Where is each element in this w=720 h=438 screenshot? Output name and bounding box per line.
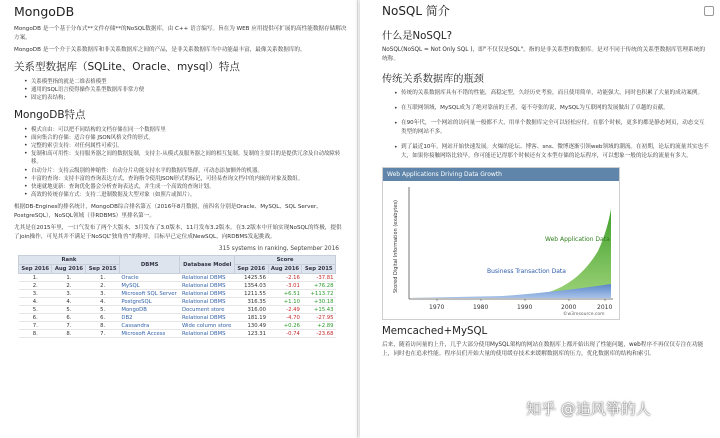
table-cell-model[interactable]: Document store xyxy=(180,306,235,314)
table-cell-model[interactable]: Wide column store xyxy=(180,322,235,330)
list-item: • 传统的关系数据库具有不错的性能，高稳定型，久经历史考验，而且使用简单，功能强大，同时也积累了大量的成功案例。 xyxy=(394,89,710,98)
relational-heading: 关系型数据库（SQLite、Oracle、mysql）特点 xyxy=(14,61,240,73)
bottleneck-heading: 传统关系数据库的瓶颈 xyxy=(382,74,484,85)
mongodb-title: MongoDB xyxy=(14,4,75,19)
right-document-pane xyxy=(360,0,720,438)
memcached-paragraph: 后来，随着访问量的上升，几乎大部分使用MySQL架构的网站在数据库上都开始出现了性能问题，web程序不再仅仅专注在功能上，同时也在追求性能。程序员们开始大量的使用缓存技术来缓解数据库的压力，优化数据库的结构和索引。 xyxy=(382,342,704,357)
year-label: 1970 xyxy=(429,304,445,311)
table-cell-r2: 2. xyxy=(52,282,86,290)
figure-credit: ©w3resource.com xyxy=(563,312,605,317)
model-header: Database Model xyxy=(180,256,235,274)
table-cell-s2: +6.51 xyxy=(268,290,302,298)
score-header: Score xyxy=(235,256,336,265)
year-label: 1980 xyxy=(473,304,489,311)
table-cell-s3: -27.95 xyxy=(302,314,336,322)
figure-header: Web Applications Driving Data Growth xyxy=(383,168,619,181)
year-label: 1990 xyxy=(517,304,533,311)
what-is-nosql-paragraph: NoSQL(NoSQL = Not Only SQL )，即"不仅仅是SQL"，指的是非关系型的数据库。是对不同于传统的关系型数据库管理系统的统称。 xyxy=(382,47,706,62)
table-cell-dbms[interactable]: Microsoft SQL Server xyxy=(119,290,180,298)
table-cell-model[interactable]: Relational DBMS xyxy=(180,274,235,282)
table-cell-r2: 6. xyxy=(52,314,86,322)
nosql-title: NoSQL 简介 xyxy=(382,4,450,18)
table-cell-s2: +0.26 xyxy=(268,322,302,330)
table-cell-r1: 2. xyxy=(19,282,52,290)
table-cell-model[interactable]: Relational DBMS xyxy=(180,298,235,306)
sub-header: Sep 2016 xyxy=(19,265,52,274)
table-cell-s2: +1.10 xyxy=(268,298,302,306)
table-cell-r3: 7. xyxy=(86,330,119,338)
table-cell-r2: 5. xyxy=(52,306,86,314)
what-is-nosql-heading: 什么是NoSQL? xyxy=(382,31,452,42)
list-item: • 复制和高可用性：支持服务器之间的数据复制，支持主-从模式及服务器之间的相互复制。复制的主要目的是提供冗余及自动故障转移。 xyxy=(24,150,347,166)
table-row xyxy=(19,290,336,298)
list-item: • 模式自由：可以把不同结构的文档存储在同一个数据库里 xyxy=(24,126,347,134)
table-caption: 315 systems in ranking, September 2016 xyxy=(218,246,339,253)
data-growth-figure xyxy=(382,167,620,320)
table-cell-s3: -37.81 xyxy=(302,274,336,282)
table-cell-s1: 1354.03 xyxy=(235,282,268,290)
list-item: • 在90年代，一个网站的访问量一般都不大，用单个数据库完全可以轻松应付。在那个时候，更多的都是静态网页，动态交互类型的网站不多。 xyxy=(394,119,710,137)
table-cell-dbms[interactable]: MongoDB xyxy=(119,306,180,314)
table-cell-r3: 3. xyxy=(86,290,119,298)
table-cell-s3: +76.28 xyxy=(302,282,336,290)
table-cell-s3: +15.43 xyxy=(302,306,336,314)
dbms-header: DBMS xyxy=(119,256,180,274)
table-row xyxy=(19,282,336,290)
table-cell-s3: +2.89 xyxy=(302,322,336,330)
table-cell-dbms[interactable]: Microsoft Access xyxy=(119,330,180,338)
table-cell-s1: 130.49 xyxy=(235,322,268,330)
table-cell-model[interactable]: Relational DBMS xyxy=(180,314,235,322)
sub-header: Sep 2016 xyxy=(235,265,268,274)
table-cell-s3: +30.18 xyxy=(302,298,336,306)
intro-paragraph-1: MongoDB 是一个基于分布式**文件存储**的NoSQL数据库，由 C++ 语言编写。旨在为 WEB 应用提供可扩展的高性能数据存储解决方案。 xyxy=(14,26,347,41)
table-cell-r3: 4. xyxy=(86,298,119,306)
table-cell-s3: -23.68 xyxy=(302,330,336,338)
table-cell-s1: 316.00 xyxy=(235,306,268,314)
table-cell-r3: 1. xyxy=(86,274,119,282)
table-cell-model[interactable]: Relational DBMS xyxy=(180,330,235,338)
list-item: • 关系模型指的就是二维表格模型 xyxy=(24,78,347,86)
table-row xyxy=(19,314,336,322)
memcached-heading: Memcached+MySQL xyxy=(382,326,488,337)
table-cell-s1: 123.31 xyxy=(235,330,268,338)
table-row xyxy=(19,298,336,306)
table-cell-r1: 1. xyxy=(19,274,52,282)
table-row xyxy=(19,330,336,338)
table-cell-r2: 7. xyxy=(52,322,86,330)
list-item: • 通用的SQL语言使得操作关系型数据库非常方便 xyxy=(24,86,347,94)
list-item: • 完整的索引支持：对任何属性可索引。 xyxy=(24,142,347,150)
left-document-pane xyxy=(0,0,358,438)
web-data-label: Web Application Data xyxy=(545,236,610,243)
table-cell-r3: 5. xyxy=(86,306,119,314)
mongodb-features-heading: MongoDB特点 xyxy=(14,108,86,121)
table-cell-r1: 8. xyxy=(19,330,52,338)
table-cell-dbms[interactable]: Oracle xyxy=(119,274,180,282)
list-item: • 自动分片：支持云级别的伸缩性：自动分片功能支持水平的数据库集群，可动态添加额外的机器。 xyxy=(24,167,347,175)
table-cell-model[interactable]: Relational DBMS xyxy=(180,290,235,298)
year-label: 2000 xyxy=(561,304,577,311)
table-cell-r1: 5. xyxy=(19,306,52,314)
table-cell-s2: -2.16 xyxy=(268,274,302,282)
table-cell-r2: 1. xyxy=(52,274,86,282)
table-row xyxy=(19,306,336,314)
table-cell-s2: -3.01 xyxy=(268,282,302,290)
table-cell-r1: 3. xyxy=(19,290,52,298)
sub-header: Sep 2015 xyxy=(302,265,336,274)
table-cell-model[interactable]: Relational DBMS xyxy=(180,282,235,290)
sub-header: Aug 2016 xyxy=(268,265,302,274)
mongodb-feature-points xyxy=(24,126,347,200)
table-cell-r1: 6. xyxy=(19,314,52,322)
table-cell-dbms[interactable]: MySQL xyxy=(119,282,180,290)
site-watermark: 知乎 @追风筝的人 xyxy=(526,400,651,418)
intro-paragraph-2: MongoDB 是一个介于关系数据库和非关系数据库之间的产品，是非关系数据库当中功能最丰富，最像关系数据库的。 xyxy=(14,47,306,53)
table-cell-r2: 3. xyxy=(52,290,86,298)
table-cell-dbms[interactable]: Cassandra xyxy=(119,322,180,330)
table-cell-s1: 1425.56 xyxy=(235,274,268,282)
window-control-icon[interactable] xyxy=(704,6,714,16)
bottleneck-points xyxy=(394,89,710,161)
list-item: • 在互联网领域，MySQL成为了绝对靠前的王者，毫不夸张的说，MySQL为互联网的发展做出了卓越的贡献。 xyxy=(394,104,710,113)
list-item: • 丰富的查询：支持丰富的查询表达方式，查询指令使用JSON形式的标记，可轻易查询文档中的内嵌的对象及数组。 xyxy=(24,175,347,183)
data-growth-illustration xyxy=(383,181,619,319)
table-cell-r2: 8. xyxy=(52,330,86,338)
rank-header: Rank xyxy=(19,256,120,265)
table-cell-dbms[interactable]: DB2 xyxy=(119,314,180,322)
year-label: 2010 xyxy=(597,304,613,311)
business-data-label: Business Transaction Data xyxy=(487,268,566,275)
db-ranking-table xyxy=(18,255,336,338)
table-cell-r1: 7. xyxy=(19,322,52,330)
table-cell-s2: -2.49 xyxy=(268,306,302,314)
table-cell-r3: 6. xyxy=(86,314,119,322)
ranking-paragraph: 根据DB-Engines的排名统计，MongoDB综合排名第五（2016年8月数据，前四名分别是Oracle、MySQL、SQL Server、PostgreSQL），NoSQL领域（非RDBMS）里排名第一。 xyxy=(14,204,322,220)
web-data-area xyxy=(409,209,611,298)
table-cell-r3: 2. xyxy=(86,282,119,290)
table-row xyxy=(19,274,336,282)
list-item: • 高效的传统存储方式：支持二进制数据及大型对象（如照片或图片）。 xyxy=(24,191,347,199)
sub-header: Aug 2016 xyxy=(52,265,86,274)
y-axis-label: Stored Digital Information (exabytes) xyxy=(393,199,399,293)
table-cell-s2: -4.70 xyxy=(268,314,302,322)
table-cell-s3: +113.72 xyxy=(302,290,336,298)
relational-points xyxy=(24,78,347,103)
history-paragraph: 尤其是在2015年里，一口气发布了两个大版本，3月发布了3.0版本，11月发布3.2版本。在3.2版本中开始实现NoSQL的终极，提供了join操作，可见其并不满足于NoSQL“独角兽”的称呼，目标早已定位成NewSQL，向RDBMS发起挑战。 xyxy=(14,225,342,241)
list-item: • 面向集合的存储：适合存储 JSON风格文件的形式。 xyxy=(24,134,347,142)
list-item: • 快速就地更新：查询优化器会分析查询表达式，并生成一个高效的查询计划。 xyxy=(24,183,347,191)
table-cell-s1: 181.19 xyxy=(235,314,268,322)
list-item: • 固定的表结构； xyxy=(24,94,347,102)
list-item: • 到了最近10年，网站开始快速发展。火爆的论坛、博客、sns、微博逐渐引领web领域的潮流。在初期，论坛的流量其实也不大，如果你接触网络比较早，你可能还记得那个时候还有文本型存储的论坛程序，可以想象一般的论坛的流量有多大。 xyxy=(394,143,710,161)
table-cell-dbms[interactable]: PostgreSQL xyxy=(119,298,180,306)
table-cell-r3: 8. xyxy=(86,322,119,330)
table-cell-r2: 4. xyxy=(52,298,86,306)
table-cell-r1: 4. xyxy=(19,298,52,306)
table-cell-s1: 316.35 xyxy=(235,298,268,306)
table-cell-s2: -0.74 xyxy=(268,330,302,338)
sub-header: Sep 2015 xyxy=(86,265,119,274)
table-row xyxy=(19,322,336,330)
table-cell-s1: 1211.55 xyxy=(235,290,268,298)
